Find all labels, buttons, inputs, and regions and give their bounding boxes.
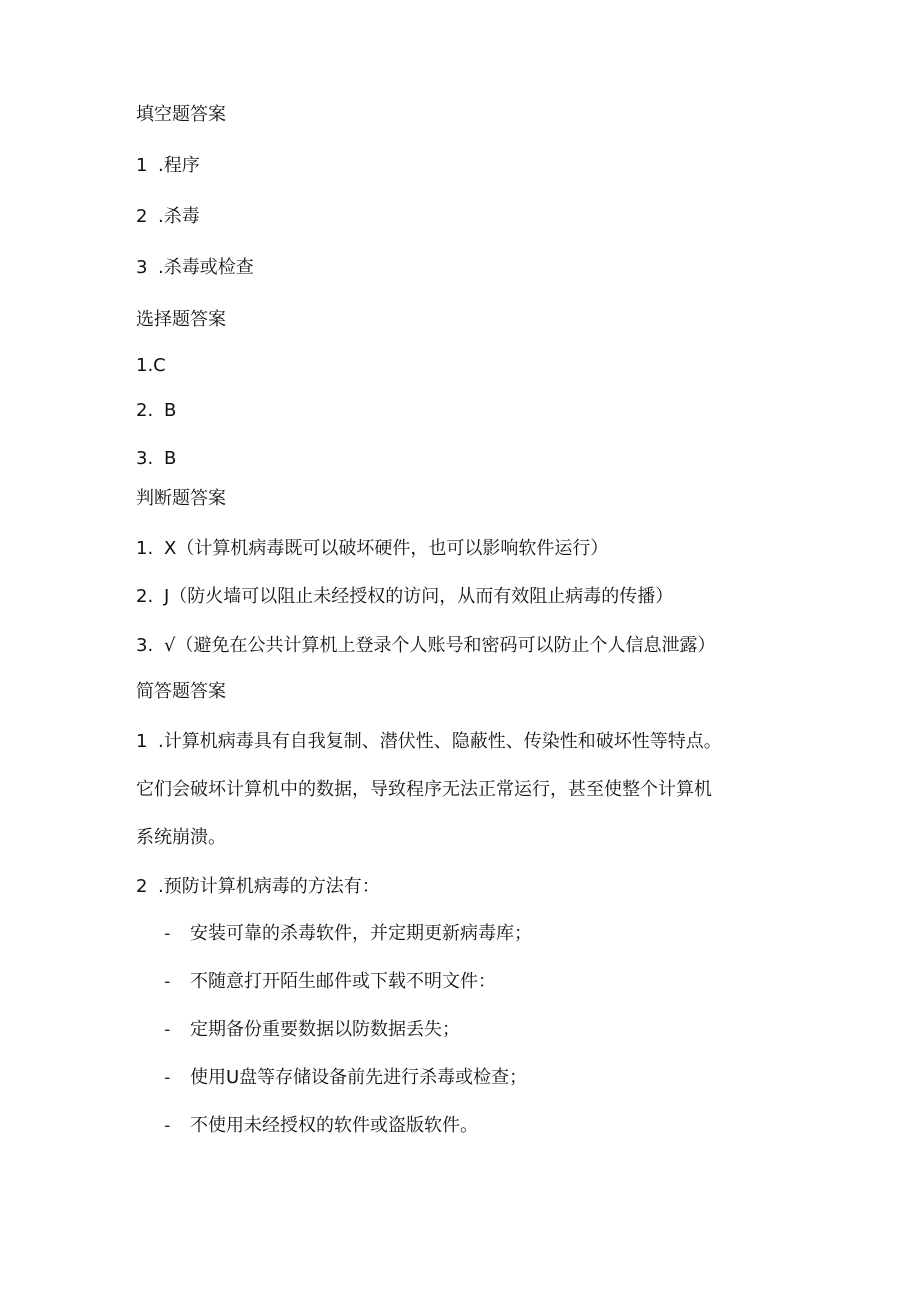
true-false-item-3 bbox=[136, 634, 715, 658]
item-number: 3. bbox=[136, 448, 154, 469]
fill-blank-item-1 bbox=[136, 154, 200, 178]
prevention-bullet bbox=[164, 970, 496, 994]
item-number: 3. bbox=[136, 635, 154, 656]
dash-icon: - bbox=[164, 971, 171, 992]
bullet-text: 不随意打开陌生邮件或下载不明文件： bbox=[190, 971, 496, 992]
item-number: 2 bbox=[136, 206, 148, 227]
bullet-text: 不使用未经授权的软件或盗版软件。 bbox=[190, 1115, 478, 1136]
short-answer-q1-line2: 它们会破坏计算机中的数据，导致程序无法正常运行，甚至使整个计算机 bbox=[136, 779, 712, 800]
item-number: 3 bbox=[136, 257, 148, 278]
bullet-text: 定期备份重要数据以防数据丢失； bbox=[190, 1019, 460, 1040]
dash-icon: - bbox=[164, 1115, 171, 1136]
prevention-bullet bbox=[164, 922, 532, 946]
prevention-bullet bbox=[164, 1114, 478, 1138]
item-text: B bbox=[164, 400, 177, 421]
dash-icon: - bbox=[164, 1067, 171, 1088]
item-text: √（避免在公共计算机上登录个人账号和密码可以防止个人信息泄露） bbox=[164, 635, 716, 656]
item-number: 2 bbox=[136, 876, 148, 897]
short-answer-q1-line1 bbox=[136, 730, 722, 754]
true-false-heading: 判断题答案 bbox=[136, 488, 226, 509]
dash-icon: - bbox=[164, 923, 171, 944]
true-false-item-1 bbox=[136, 537, 608, 561]
prevention-bullet bbox=[164, 1066, 527, 1090]
item-text: .杀毒 bbox=[158, 206, 200, 227]
item-text: .计算机病毒具有自我复制、潜伏性、隐蔽性、传染性和破坏性等特点。 bbox=[158, 731, 722, 752]
item-text: .程序 bbox=[158, 155, 200, 176]
multiple-choice-item-1 bbox=[136, 354, 166, 378]
item-text: J（防火墙可以阻止未经授权的访问，从而有效阻止病毒的传播） bbox=[164, 586, 674, 607]
multiple-choice-heading: 选择题答案 bbox=[136, 309, 226, 330]
multiple-choice-item-3 bbox=[136, 447, 176, 471]
true-false-item-2 bbox=[136, 585, 673, 609]
short-answer-heading: 简答题答案 bbox=[136, 681, 226, 702]
fill-blank-item-3 bbox=[136, 256, 254, 280]
item-text: B bbox=[164, 448, 177, 469]
item-number: 1. bbox=[136, 538, 154, 559]
item-text: .预防计算机病毒的方法有： bbox=[158, 876, 380, 897]
bullet-text: 使用U盘等存储设备前先进行杀毒或检查； bbox=[190, 1067, 528, 1088]
short-answer-q2-intro bbox=[136, 875, 380, 899]
prevention-bullet bbox=[164, 1018, 460, 1042]
fill-blank-heading: 填空题答案 bbox=[136, 104, 226, 125]
item-text: .杀毒或检查 bbox=[158, 257, 254, 278]
item-text: X（计算机病毒既可以破坏硬件，也可以影响软件运行） bbox=[164, 538, 609, 559]
fill-blank-item-2 bbox=[136, 205, 200, 229]
item-number: 1 bbox=[136, 155, 148, 176]
item-number: 1.C bbox=[136, 355, 166, 376]
item-number: 2. bbox=[136, 586, 154, 607]
dash-icon: - bbox=[164, 1019, 171, 1040]
bullet-text: 安装可靠的杀毒软件，并定期更新病毒库； bbox=[190, 923, 532, 944]
short-answer-q1-line3: 系统崩溃。 bbox=[136, 827, 226, 848]
item-number: 1 bbox=[136, 731, 148, 752]
item-number: 2. bbox=[136, 400, 154, 421]
multiple-choice-item-2 bbox=[136, 399, 176, 423]
